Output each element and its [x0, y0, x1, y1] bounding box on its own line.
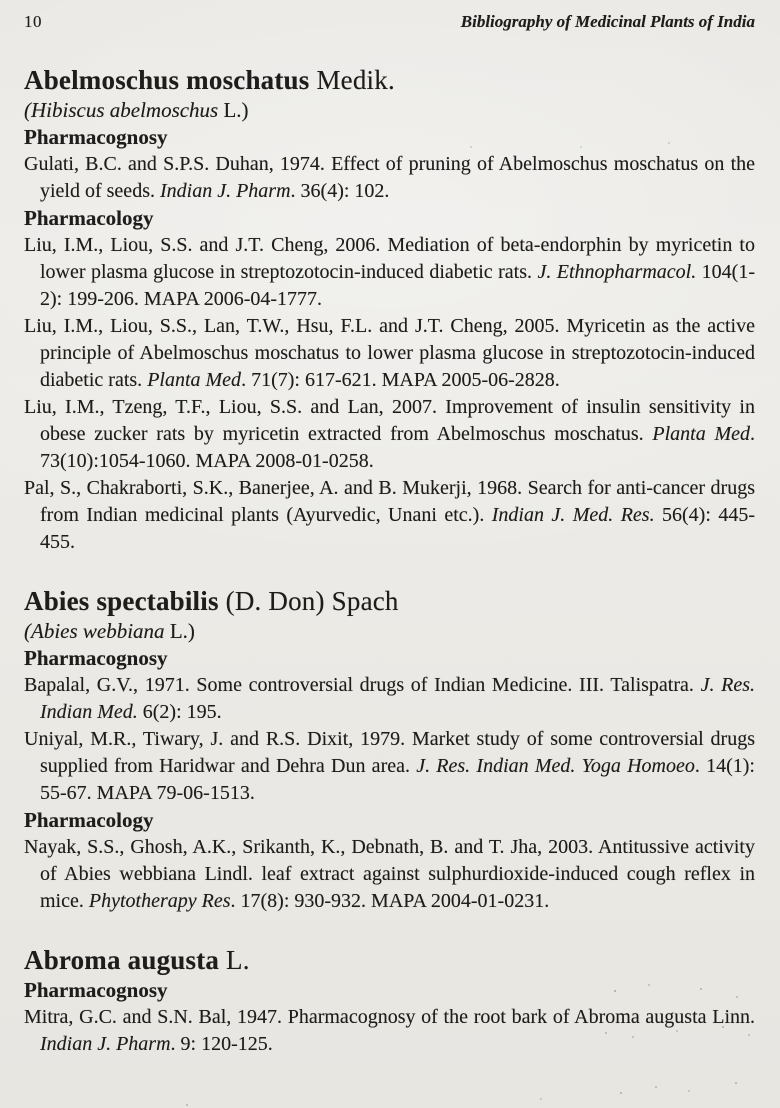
subheading-pharmacology: Pharmacology: [24, 206, 154, 230]
species-name: Abroma augusta: [24, 945, 220, 975]
species-name: Abies spectabilis: [24, 586, 219, 616]
species-heading: [24, 64, 755, 97]
citation-text: Mitra, G.C. and S.N. Bal, 1947. Pharmacognosy of the root bark of Abroma augusta Linn.: [24, 1006, 755, 1028]
synonym-name: (Hibiscus abelmoschus: [24, 98, 219, 122]
citation-ref: 104(1-2): 199-206. MAPA 2006-04-1777.: [40, 261, 755, 310]
journal-name: J. Ethnopharmacol.: [537, 261, 697, 283]
journal-name: Planta Med: [652, 423, 750, 445]
species-authority: Medik.: [309, 65, 395, 95]
citation-ref: 6(2): 195.: [137, 701, 222, 723]
citation-text: Pal, S., Chakraborti, S.K., Banerjee, A. and B. Mukerji, 1968. Search for anti-cancer drugs from Indian medicinal plants (Ayurvedic, Unani etc.).: [24, 477, 755, 526]
citation-ref: . 36(4): 102.: [290, 180, 390, 202]
synonym-name: (Abies webbiana: [24, 619, 165, 643]
citation-text: Bapalal, G.V., 1971. Some controversial drugs of Indian Medicine. III. Talispatra.: [24, 674, 701, 696]
section-abroma-augusta: [24, 944, 755, 1058]
subheading-pharmacognosy: Pharmacognosy: [24, 646, 168, 670]
citation-ref: . 71(7): 617-621. MAPA 2005-06-2828.: [241, 369, 560, 391]
scan-speckle-noise: [0, 0, 2, 2]
citation-ref: . 14(1): 55-67. MAPA 79-06-1513.: [40, 755, 755, 804]
journal-name: Indian J. Pharm: [40, 1033, 171, 1055]
citation-text: Liu, I.M., Liou, S.S., Lan, T.W., Hsu, F.L. and J.T. Cheng, 2005. Myricetin as the active principle of Abelmoschus moschatus to lower plasma glucose in streptozotocin-induced diabetic rats.: [24, 315, 755, 391]
citation-text: Liu, I.M., Liou, S.S. and J.T. Cheng, 2006. Mediation of beta-endorphin by myricetin to lower plasma glucose in streptozotocin-induced diabetic rats.: [24, 234, 755, 283]
citation-ref: . 73(10):1054-1060. MAPA 2008-01-0258.: [40, 423, 755, 472]
citation-mitra-1947: [24, 1004, 755, 1058]
citation-ref: . 9: 120-125.: [170, 1033, 273, 1055]
synonym-authority: L.): [164, 619, 195, 643]
citation-liu-2005: [24, 313, 755, 394]
subheading-pharmacognosy: Pharmacognosy: [24, 125, 168, 149]
citation-liu-2006: [24, 232, 755, 313]
synonym-line: [24, 97, 755, 124]
species-authority: (D. Don) Spach: [218, 586, 399, 616]
species-heading: [24, 944, 755, 977]
section-abelmoschus-moschatus: [24, 64, 755, 556]
citation-nayak-2003: [24, 834, 755, 915]
page-header: [24, 12, 755, 32]
citation-uniyal-1979: [24, 726, 755, 807]
citation-liu-2007: [24, 394, 755, 475]
citation-bapalal-1971: [24, 672, 755, 726]
page-number: 10: [24, 12, 42, 31]
synonym-authority: L.): [218, 98, 249, 122]
section-abies-spectabilis: [24, 585, 755, 915]
citation-text: Liu, I.M., Tzeng, T.F., Liou, S.S. and Lan, 2007. Improvement of insulin sensitivity in obese zucker rats by myricetin extracted from Abelmoschus moschatus.: [24, 396, 755, 445]
citation-ref: 56(4): 445-455.: [40, 504, 755, 553]
synonym-line: [24, 618, 755, 645]
journal-name: Phytotherapy Res: [88, 890, 231, 912]
running-title: Bibliography of Medicinal Plants of India: [460, 12, 755, 31]
subheading-pharmacognosy: Pharmacognosy: [24, 978, 168, 1002]
journal-name: J. Res. Indian Med. Yoga Homoeo: [416, 755, 695, 777]
citation-ref: . 17(8): 930-932. MAPA 2004-01-0231.: [230, 890, 550, 912]
species-heading: [24, 585, 755, 618]
citation-text: Nayak, S.S., Ghosh, A.K., Srikanth, K., Debnath, B. and T. Jha, 2003. Antitussive activity of Abies webbiana Lindl. leaf extract against sulphurdioxide-induced cough reflex in mice.: [24, 836, 755, 912]
journal-name: J. Res. Indian Med.: [40, 674, 755, 723]
journal-name: Planta Med: [147, 369, 242, 391]
citation-text: Gulati, B.C. and S.P.S. Duhan, 1974. Effect of pruning of Abelmoschus moschatus on the yield of seeds.: [24, 153, 755, 202]
species-name: Abelmoschus moschatus: [24, 65, 310, 95]
journal-name: Indian J. Pharm: [159, 180, 291, 202]
citation-text: Uniyal, M.R., Tiwary, J. and R.S. Dixit, 1979. Market study of some controversial drugs supplied from Haridwar and Dehra Dun area.: [24, 728, 755, 777]
citation-gulati-1974: [24, 151, 755, 205]
citation-pal-1968: [24, 475, 755, 556]
subheading-pharmacology: Pharmacology: [24, 808, 154, 832]
species-authority: L.: [219, 945, 250, 975]
journal-name: Indian J. Med. Res.: [491, 504, 655, 526]
